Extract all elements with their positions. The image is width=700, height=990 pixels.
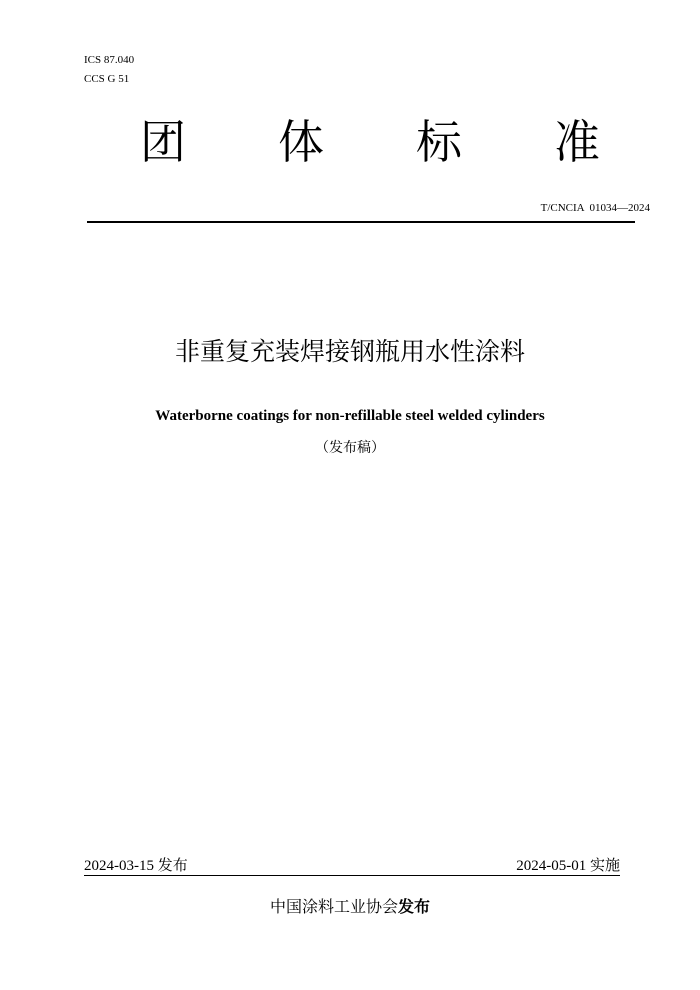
- ics-code: ICS 87.040: [84, 54, 135, 66]
- standard-type-char: 体: [278, 115, 324, 169]
- implement-date-line: [516, 855, 620, 876]
- publish-label: 发布: [157, 856, 188, 874]
- draft-status: （发布稿）: [315, 440, 385, 456]
- publish-date-line: [84, 855, 188, 876]
- standard-type-char: 准: [554, 115, 600, 169]
- implement-label: 实施: [589, 856, 620, 874]
- issuer-action: 发布: [398, 897, 431, 916]
- standard-type-heading: [140, 112, 600, 172]
- issuer-name: 中国涂料工业协会: [269, 897, 398, 916]
- implement-date: 2024-05-01: [516, 858, 587, 874]
- ccs-code: CCS G 51: [84, 73, 130, 85]
- standard-type-char: 团: [140, 115, 186, 169]
- standard-code: T/CNCIA 01034—2024: [540, 202, 650, 214]
- header-divider: [87, 221, 635, 223]
- publish-date: 2024-03-15: [84, 858, 154, 874]
- standard-type-char: 标: [416, 115, 462, 169]
- document-title-en: Waterborne coatings for non-refillable steel welded cylinders: [155, 408, 545, 424]
- document-title-cn: 非重复充装焊接钢瓶用水性涂料: [174, 337, 525, 366]
- issuer-line: [0, 896, 700, 919]
- footer-divider: [84, 875, 620, 876]
